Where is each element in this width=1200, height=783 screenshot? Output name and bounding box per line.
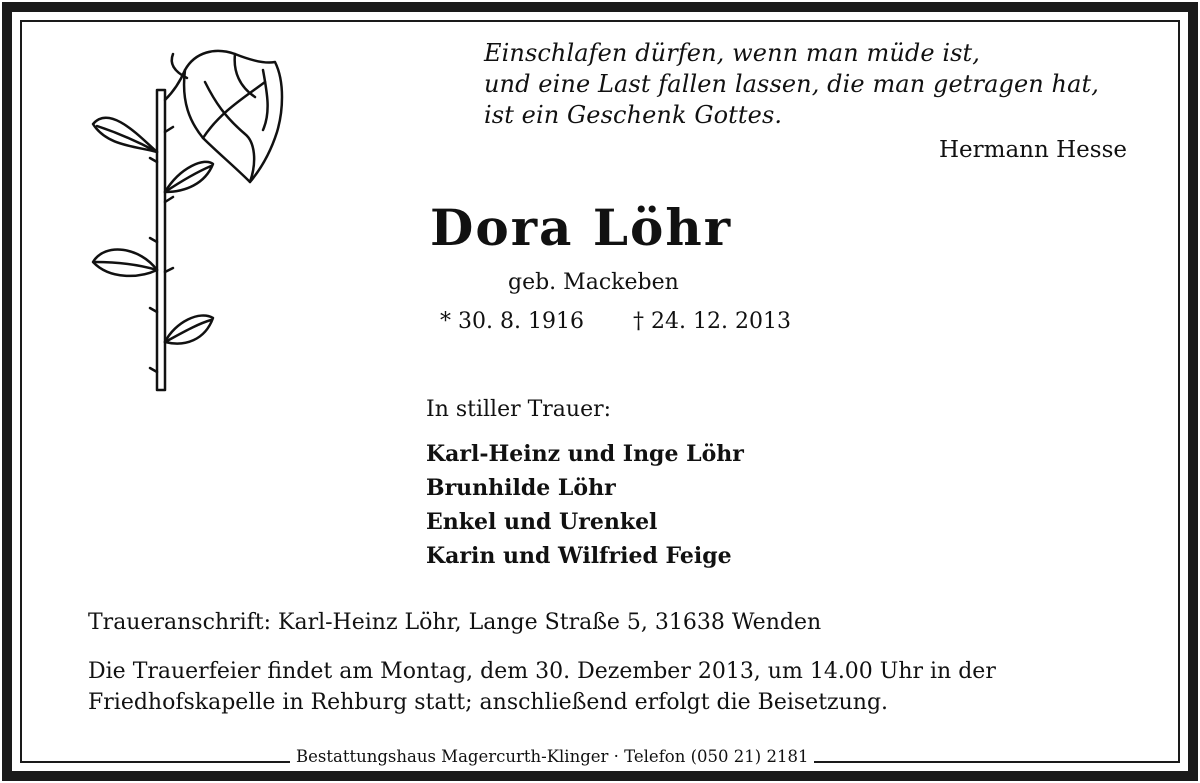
mourners-list bbox=[426, 437, 744, 573]
mourning-address: Traueranschrift: Karl-Heinz Löhr, Lange Straße 5, 31638 Wenden bbox=[88, 610, 822, 635]
service-line: Die Trauerfeier findet am Montag, dem 30. Dezember 2013, um 14.00 Uhr in der bbox=[88, 659, 996, 684]
funeral-service-info bbox=[88, 656, 1128, 718]
service-line: Friedhofskapelle in Rehburg statt; anschließend erfolgt die Beisetzung. bbox=[88, 690, 889, 715]
quote-author: Hermann Hesse bbox=[938, 137, 1127, 163]
quote-line: Einschlafen dürfen, wenn man müde ist, bbox=[484, 39, 981, 67]
quote-line: und eine Last fallen lassen, die man getragen hat, bbox=[484, 70, 1099, 98]
funeral-home-footer: Bestattungshaus Magercurth-Klinger · Telefon (050 21) 2181 bbox=[290, 747, 814, 766]
mourner-name: Enkel und Urenkel bbox=[426, 509, 658, 535]
mourner-name: Brunhilde Löhr bbox=[426, 475, 616, 501]
quote-block bbox=[484, 38, 1144, 131]
quote-line: ist ein Geschenk Gottes. bbox=[484, 101, 783, 129]
deceased-name: Dora Löhr bbox=[430, 198, 733, 257]
birth-name: geb. Mackeben bbox=[508, 270, 679, 295]
birth-date: * 30. 8. 1916 bbox=[440, 309, 584, 334]
mourner-name: Karin und Wilfried Feige bbox=[426, 543, 732, 569]
mourning-label: In stiller Trauer: bbox=[426, 397, 612, 422]
death-date: † 24. 12. 2013 bbox=[633, 309, 791, 334]
rose-icon bbox=[85, 42, 295, 392]
mourner-name: Karl-Heinz und Inge Löhr bbox=[426, 441, 744, 467]
